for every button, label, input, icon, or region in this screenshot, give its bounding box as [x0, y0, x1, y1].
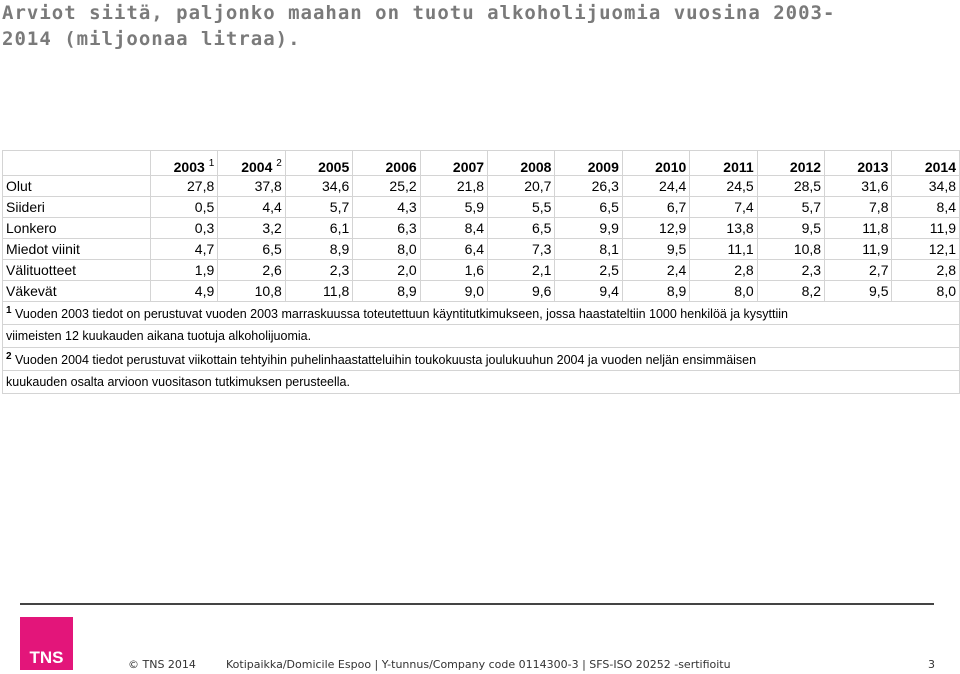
cell-value: 9,5: [757, 218, 824, 239]
footnote-line: viimeisten 12 kuukauden aikana tuotuja alkoholijuomia.: [6, 329, 312, 343]
cell-value: 2,3: [757, 260, 824, 281]
cell-value: 4,4: [218, 197, 286, 218]
page-number: 3: [928, 658, 935, 671]
cell-value: 31,6: [825, 176, 892, 197]
cell-value: 8,1: [555, 239, 622, 260]
year-label: 2003: [173, 159, 205, 175]
cell-value: 3,2: [218, 218, 286, 239]
footnote-row: [3, 348, 960, 371]
year-label: 2008: [520, 159, 552, 175]
cell-value: 37,8: [218, 176, 286, 197]
year-header: [555, 151, 622, 176]
footnote-text: [3, 371, 960, 394]
table-row: [3, 260, 960, 281]
footnote-line: Vuoden 2003 tiedot on perustuvat vuoden 2003 marraskuussa toteutettuun käyntitutkimukseen, jossa haastateltiin 1000 henkilöä ja kysyttiin: [15, 307, 788, 321]
year-label: 2012: [789, 159, 822, 175]
cell-value: 6,4: [420, 239, 487, 260]
year-header: [622, 151, 689, 176]
cell-value: 8,9: [285, 239, 352, 260]
year-header: [690, 151, 757, 176]
table-row: [3, 218, 960, 239]
footnote-text: [3, 302, 960, 325]
year-header: [892, 151, 960, 176]
cell-value: 1,9: [150, 260, 218, 281]
cell-value: 25,2: [353, 176, 420, 197]
cell-value: 2,6: [218, 260, 286, 281]
cell-value: 24,5: [690, 176, 757, 197]
cell-value: 9,4: [555, 281, 622, 302]
cell-value: 8,4: [420, 218, 487, 239]
cell-value: 7,4: [690, 197, 757, 218]
cell-value: 8,9: [622, 281, 689, 302]
cell-value: 2,4: [622, 260, 689, 281]
copyright: © TNS 2014: [128, 658, 196, 671]
year-header: [150, 151, 218, 176]
cell-value: 11,1: [690, 239, 757, 260]
cell-value: 24,4: [622, 176, 689, 197]
table-row: [3, 176, 960, 197]
year-label: 2013: [857, 159, 889, 175]
footnote-row: [3, 302, 960, 325]
cell-value: 21,8: [420, 176, 487, 197]
cell-value: 0,5: [150, 197, 218, 218]
table-row: [3, 281, 960, 302]
cell-value: 6,5: [555, 197, 622, 218]
year-label: 2011: [723, 159, 754, 175]
cell-value: 7,8: [825, 197, 892, 218]
footnote-marker: 2: [276, 158, 282, 169]
footnote-marker: 2: [6, 351, 12, 362]
cell-value: 4,3: [353, 197, 420, 218]
cell-value: 4,7: [150, 239, 218, 260]
table-row: [3, 197, 960, 218]
cell-value: 2,0: [353, 260, 420, 281]
year-header: [420, 151, 487, 176]
row-label: Lonkero: [3, 218, 151, 239]
cell-value: 8,0: [892, 281, 960, 302]
cell-value: 11,8: [285, 281, 352, 302]
year-label: 2009: [587, 159, 619, 175]
cell-value: 28,5: [757, 176, 824, 197]
cell-value: 9,5: [622, 239, 689, 260]
cell-value: 34,8: [892, 176, 960, 197]
year-header: [285, 151, 352, 176]
cell-value: 5,7: [757, 197, 824, 218]
footnote-text: [3, 325, 960, 348]
cell-value: 13,8: [690, 218, 757, 239]
header-row: [3, 151, 960, 176]
year-label: 2006: [385, 159, 417, 175]
cell-value: 6,3: [353, 218, 420, 239]
year-header: [488, 151, 555, 176]
cell-value: 6,5: [218, 239, 286, 260]
cell-value: 6,5: [488, 218, 555, 239]
cell-value: 8,9: [353, 281, 420, 302]
import-table: [2, 150, 960, 394]
cell-value: 11,9: [892, 218, 960, 239]
cell-value: 5,5: [488, 197, 555, 218]
footnote-line: Vuoden 2004 tiedot perustuvat viikottain tehtyihin puhelinhaastatteluihin toukokuusta joulukuuhun 2004 ja vuoden neljän ensimmäisen: [15, 353, 757, 367]
cell-value: 2,5: [555, 260, 622, 281]
cell-value: 6,1: [285, 218, 352, 239]
row-label: Olut: [3, 176, 151, 197]
row-label: Väkevät: [3, 281, 151, 302]
company-info: Kotipaikka/Domicile Espoo | Y-tunnus/Company code 0114300-3 | SFS-ISO 20252 -sertifioitu: [226, 658, 731, 671]
tns-logo: TNS: [20, 617, 73, 670]
cell-value: 10,8: [757, 239, 824, 260]
footnote-line: kuukauden osalta arvioon vuositason tutkimuksen perusteella.: [6, 375, 350, 389]
year-header: [353, 151, 420, 176]
cell-value: 5,7: [285, 197, 352, 218]
cell-value: 9,6: [488, 281, 555, 302]
year-label: 2010: [655, 159, 687, 175]
cell-value: 2,3: [285, 260, 352, 281]
page-title: Arviot siitä, paljonko maahan on tuotu alkoholijuomia vuosina 2003-2014 (miljoonaa litraa).: [2, 2, 836, 50]
cell-value: 2,8: [690, 260, 757, 281]
year-label: 2007: [452, 159, 485, 175]
footnote-row: [3, 325, 960, 348]
cell-value: 9,9: [555, 218, 622, 239]
cell-value: 8,2: [757, 281, 824, 302]
cell-value: 11,8: [825, 218, 892, 239]
cell-value: 8,0: [690, 281, 757, 302]
cell-value: 6,7: [622, 197, 689, 218]
footer-divider: [20, 603, 934, 605]
footnote-marker: 1: [208, 158, 215, 169]
footnote-row: [3, 371, 960, 394]
year-label: 2014: [924, 159, 956, 175]
cell-value: 26,3: [555, 176, 622, 197]
cell-value: 9,0: [420, 281, 487, 302]
table-row: [3, 239, 960, 260]
cell-value: 27,8: [150, 176, 218, 197]
cell-value: 2,1: [488, 260, 555, 281]
cell-value: 8,4: [892, 197, 960, 218]
cell-value: 2,7: [825, 260, 892, 281]
footnote-marker: 1: [6, 305, 12, 316]
cell-value: 5,9: [420, 197, 487, 218]
year-label: 2005: [318, 159, 350, 175]
year-header: [825, 151, 892, 176]
row-label: Siideri: [3, 197, 151, 218]
cell-value: 1,6: [420, 260, 487, 281]
cell-value: 0,3: [150, 218, 218, 239]
cell-value: 2,8: [892, 260, 960, 281]
cell-value: 12,1: [892, 239, 960, 260]
cell-value: 20,7: [488, 176, 555, 197]
cell-value: 8,0: [353, 239, 420, 260]
cell-value: 34,6: [285, 176, 352, 197]
header-corner: [3, 151, 151, 176]
cell-value: 9,5: [825, 281, 892, 302]
row-label: Miedot viinit: [3, 239, 151, 260]
footnote-text: [3, 348, 960, 371]
cell-value: 4,9: [150, 281, 218, 302]
cell-value: 11,9: [825, 239, 892, 260]
year-label: 2004: [241, 159, 273, 175]
cell-value: 10,8: [218, 281, 286, 302]
year-header: [757, 151, 824, 176]
cell-value: 12,9: [622, 218, 689, 239]
year-header: [218, 151, 286, 176]
cell-value: 7,3: [488, 239, 555, 260]
row-label: Välituotteet: [3, 260, 151, 281]
